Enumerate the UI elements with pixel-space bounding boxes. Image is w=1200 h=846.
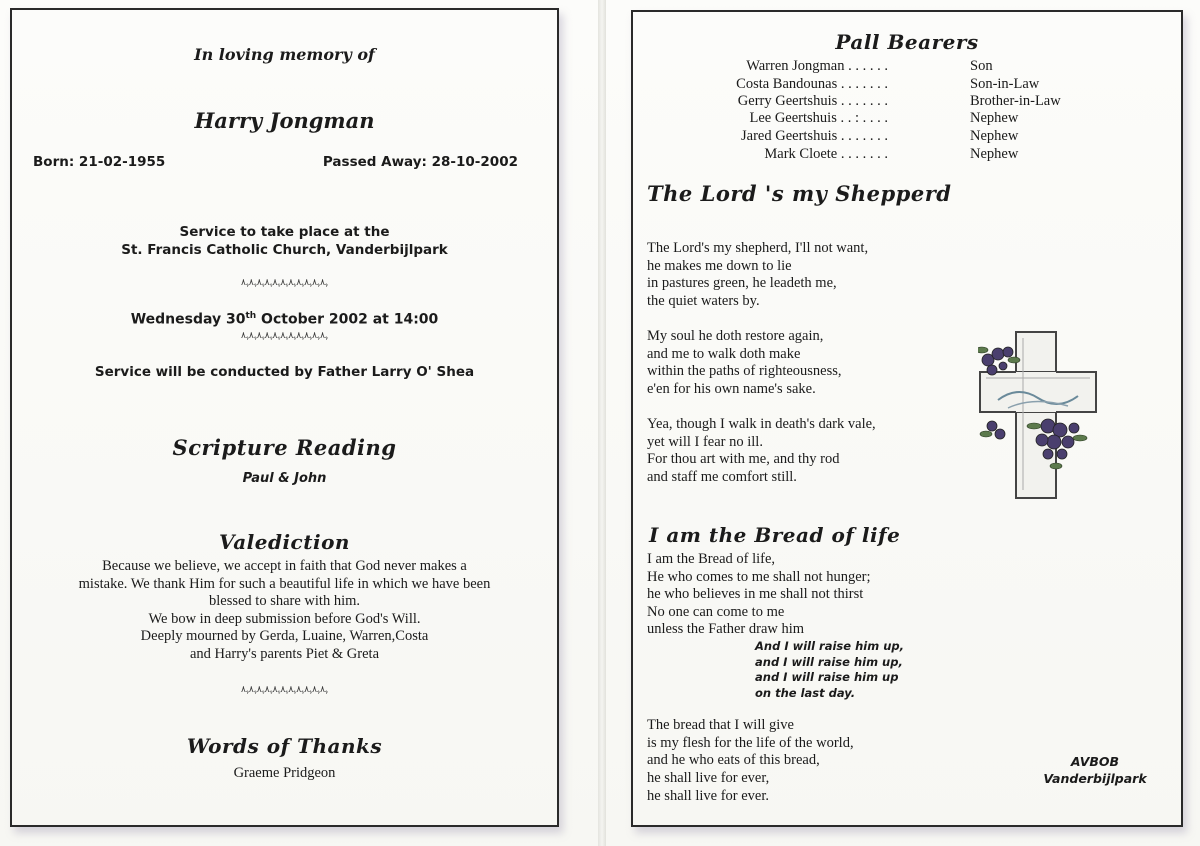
valediction-line: blessed to share with him. — [208, 593, 361, 609]
bread-line: unless the Father draw him — [647, 621, 805, 637]
bread-of-life-title: I am the Bread of life — [649, 523, 901, 547]
bearer-relation: Brother-in-Law — [970, 93, 1061, 109]
refrain-line: And I will raise him up, — [755, 639, 904, 653]
psalm-line: e'en for his own name's sake. — [647, 381, 816, 397]
valediction-text — [10, 558, 559, 663]
bearer-row — [630, 128, 1190, 145]
bread-final-line: he shall live for ever, — [647, 770, 770, 786]
undertaker-name: AVBOB — [1070, 754, 1120, 769]
psalm-line: within the paths of righteousness, — [647, 363, 842, 379]
service-location-line1: Service to take place at the — [179, 224, 390, 240]
birth-date: Born: 21-02-1955 — [33, 154, 166, 170]
psalm-line: and me to walk doth make — [647, 346, 801, 362]
psalm-line: The Lord's my shepherd, I'll not want, — [647, 240, 869, 256]
scripture-reading-title: Scripture Reading — [172, 435, 397, 460]
bearer-name: Warren Jongman . . . . . . — [746, 58, 888, 74]
valediction-line: Because we believe, we accept in faith that God never makes a — [102, 558, 467, 574]
bearer-name: Mark Cloete . . . . . . . — [764, 146, 888, 162]
words-of-thanks-title: Words of Thanks — [186, 734, 383, 758]
deceased-name: Harry Jongman — [194, 108, 375, 133]
bearer-relation: Nephew — [970, 110, 1019, 126]
page-fold — [598, 0, 606, 846]
pall-bearers-title: Pall Bearers — [835, 30, 979, 54]
psalm-line: in pastures green, he leadeth me, — [647, 275, 837, 291]
valediction-line: and Harry's parents Piet & Greta — [189, 645, 380, 662]
bread-final-line: and he who eats of this bread, — [647, 752, 820, 768]
psalm-line: the quiet waters by. — [647, 293, 760, 309]
bread-line: I am the Bread of life, — [647, 551, 776, 567]
psalm-line: and staff me comfort still. — [647, 469, 797, 485]
psalm-line: yet will I fear no ill. — [647, 434, 763, 450]
bearer-relation: Son — [970, 58, 993, 74]
valediction-line: Deeply mourned by Gerda, Luaine, Warren,Costa — [140, 628, 429, 644]
death-date: Passed Away: 28-10-2002 — [322, 154, 518, 170]
bread-line: He who comes to me shall not hunger; — [647, 569, 871, 585]
bearer-relation: Nephew — [970, 146, 1019, 162]
bearer-name: Lee Geertshuis . . : . . . . — [749, 110, 888, 126]
valediction-line: mistake. We thank Him for such a beautiful life in which we have been — [78, 575, 491, 592]
bearer-relation: Nephew — [970, 128, 1019, 144]
bread-line: he who believes in me shall not thirst — [647, 586, 864, 602]
ornament-divider: ﮩ٨ﮩ٨ﮩ٨ﮩ٨ﮩ٨ﮩ٨ﮩ٨ﮩ٨ﮩ٨ﮩ٨ﮩ٨ — [241, 278, 328, 288]
floral-cross-icon — [978, 330, 1098, 502]
service-datetime — [10, 311, 559, 328]
valediction-line: We bow in deep submission before God's Will. — [148, 610, 421, 627]
bearer-row — [630, 76, 1190, 93]
psalm-line: For thou art with me, and thy rod — [647, 451, 840, 467]
undertaker-place: Vanderbijlpark — [1043, 771, 1147, 786]
bearer-row — [630, 146, 1190, 163]
date-ordinal: th — [245, 311, 257, 321]
refrain-line: on the last day. — [755, 686, 856, 700]
thanks-speaker: Graeme Pridgeon — [233, 765, 336, 781]
bread-final-line: The bread that I will give — [647, 717, 794, 733]
memory-heading: In loving memory of — [194, 45, 375, 64]
bread-line: No one can come to me — [647, 604, 785, 620]
refrain-line: and I will raise him up, — [755, 655, 903, 669]
psalm-title: The Lord 's my Shepperd — [647, 181, 952, 206]
bread-final-line: is my flesh for the life of the world, — [647, 735, 854, 751]
service-date-suffix: October 2002 at 14:00 — [256, 311, 439, 328]
ornament-divider: ﮩ٨ﮩ٨ﮩ٨ﮩ٨ﮩ٨ﮩ٨ﮩ٨ﮩ٨ﮩ٨ﮩ٨ﮩ٨ — [241, 685, 328, 695]
bread-final-line: he shall live for ever. — [647, 788, 769, 804]
psalm-line: Yea, though I walk in death's dark vale, — [647, 416, 876, 432]
refrain-line: and I will raise him up — [755, 670, 899, 684]
psalm-line: My soul he doth restore again, — [647, 328, 824, 344]
bearer-name: Costa Bandounas . . . . . . . — [736, 76, 888, 92]
bearer-row — [630, 58, 1190, 75]
bearer-row — [630, 93, 1190, 110]
bearer-row — [630, 110, 1190, 127]
service-location-line2: St. Francis Catholic Church, Vanderbijlpark — [121, 242, 448, 258]
officiant-line: Service will be conducted by Father Larry O' Shea — [94, 364, 475, 380]
ornament-divider: ﮩ٨ﮩ٨ﮩ٨ﮩ٨ﮩ٨ﮩ٨ﮩ٨ﮩ٨ﮩ٨ﮩ٨ﮩ٨ — [241, 331, 328, 341]
bearer-relation: Son-in-Law — [970, 76, 1040, 92]
bearer-name: Jared Geertshuis . . . . . . . — [741, 128, 888, 144]
bearer-name: Gerry Geertshuis . . . . . . . — [737, 93, 888, 109]
service-date-prefix: Wednesday 30 — [130, 311, 246, 328]
valediction-title: Valediction — [219, 530, 350, 554]
scripture-readers: Paul & John — [242, 471, 327, 486]
psalm-line: he makes me down to lie — [647, 258, 792, 274]
